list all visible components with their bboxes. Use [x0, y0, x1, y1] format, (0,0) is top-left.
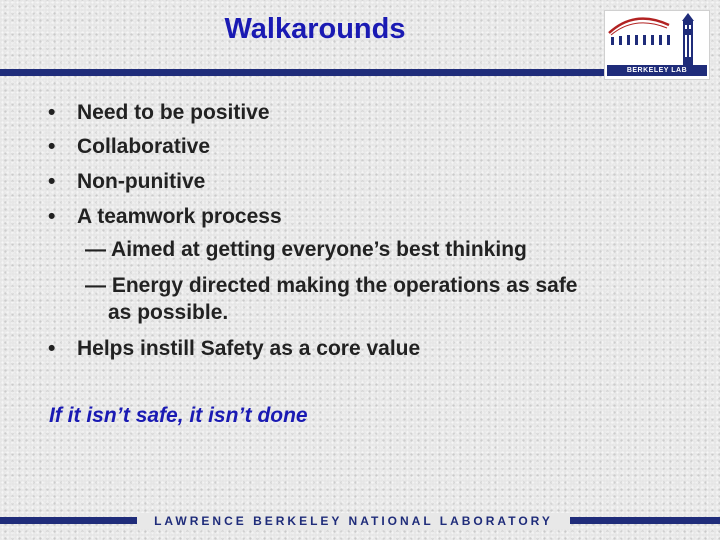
sub-bullet-item: [85, 236, 665, 263]
bullet-marker: •: [48, 337, 56, 360]
bullet-text: Helps instill Safety as a core value: [77, 337, 421, 360]
sub-bullet-text: — Energy directed making the operations as safe: [85, 274, 578, 297]
bullet-marker: •: [48, 101, 56, 124]
logo-caption: BERKELEY LAB: [607, 65, 707, 76]
bullet-item: [48, 205, 282, 229]
bullet-marker: •: [48, 205, 56, 228]
slide-title: Walkarounds: [224, 13, 406, 45]
sub-bullet-continuation: as possible.: [108, 301, 229, 324]
footer-lab-name: LAWRENCE BERKELEY NATIONAL LABORATORY: [154, 514, 553, 528]
bullet-text: Need to be positive: [77, 101, 270, 124]
bullet-item: [48, 170, 205, 194]
bullet-item: [48, 135, 210, 159]
sub-bullet-text: — Aimed at getting everyone’s best thinking: [85, 238, 527, 261]
bullet-text: Collaborative: [77, 135, 211, 158]
header-divider: [0, 69, 606, 76]
sub-bullet-item: [85, 272, 665, 326]
bullet-text: Non-punitive: [77, 170, 206, 193]
bullet-item: [48, 337, 420, 361]
bullet-item: [48, 101, 270, 125]
bullet-marker: •: [48, 135, 56, 158]
bullet-text: A teamwork process: [77, 205, 282, 228]
berkeley-lab-logo: [604, 10, 710, 80]
bullet-marker: •: [48, 170, 56, 193]
safety-motto: If it isn’t safe, it isn’t done: [49, 404, 308, 427]
footer-banner: [137, 513, 570, 529]
